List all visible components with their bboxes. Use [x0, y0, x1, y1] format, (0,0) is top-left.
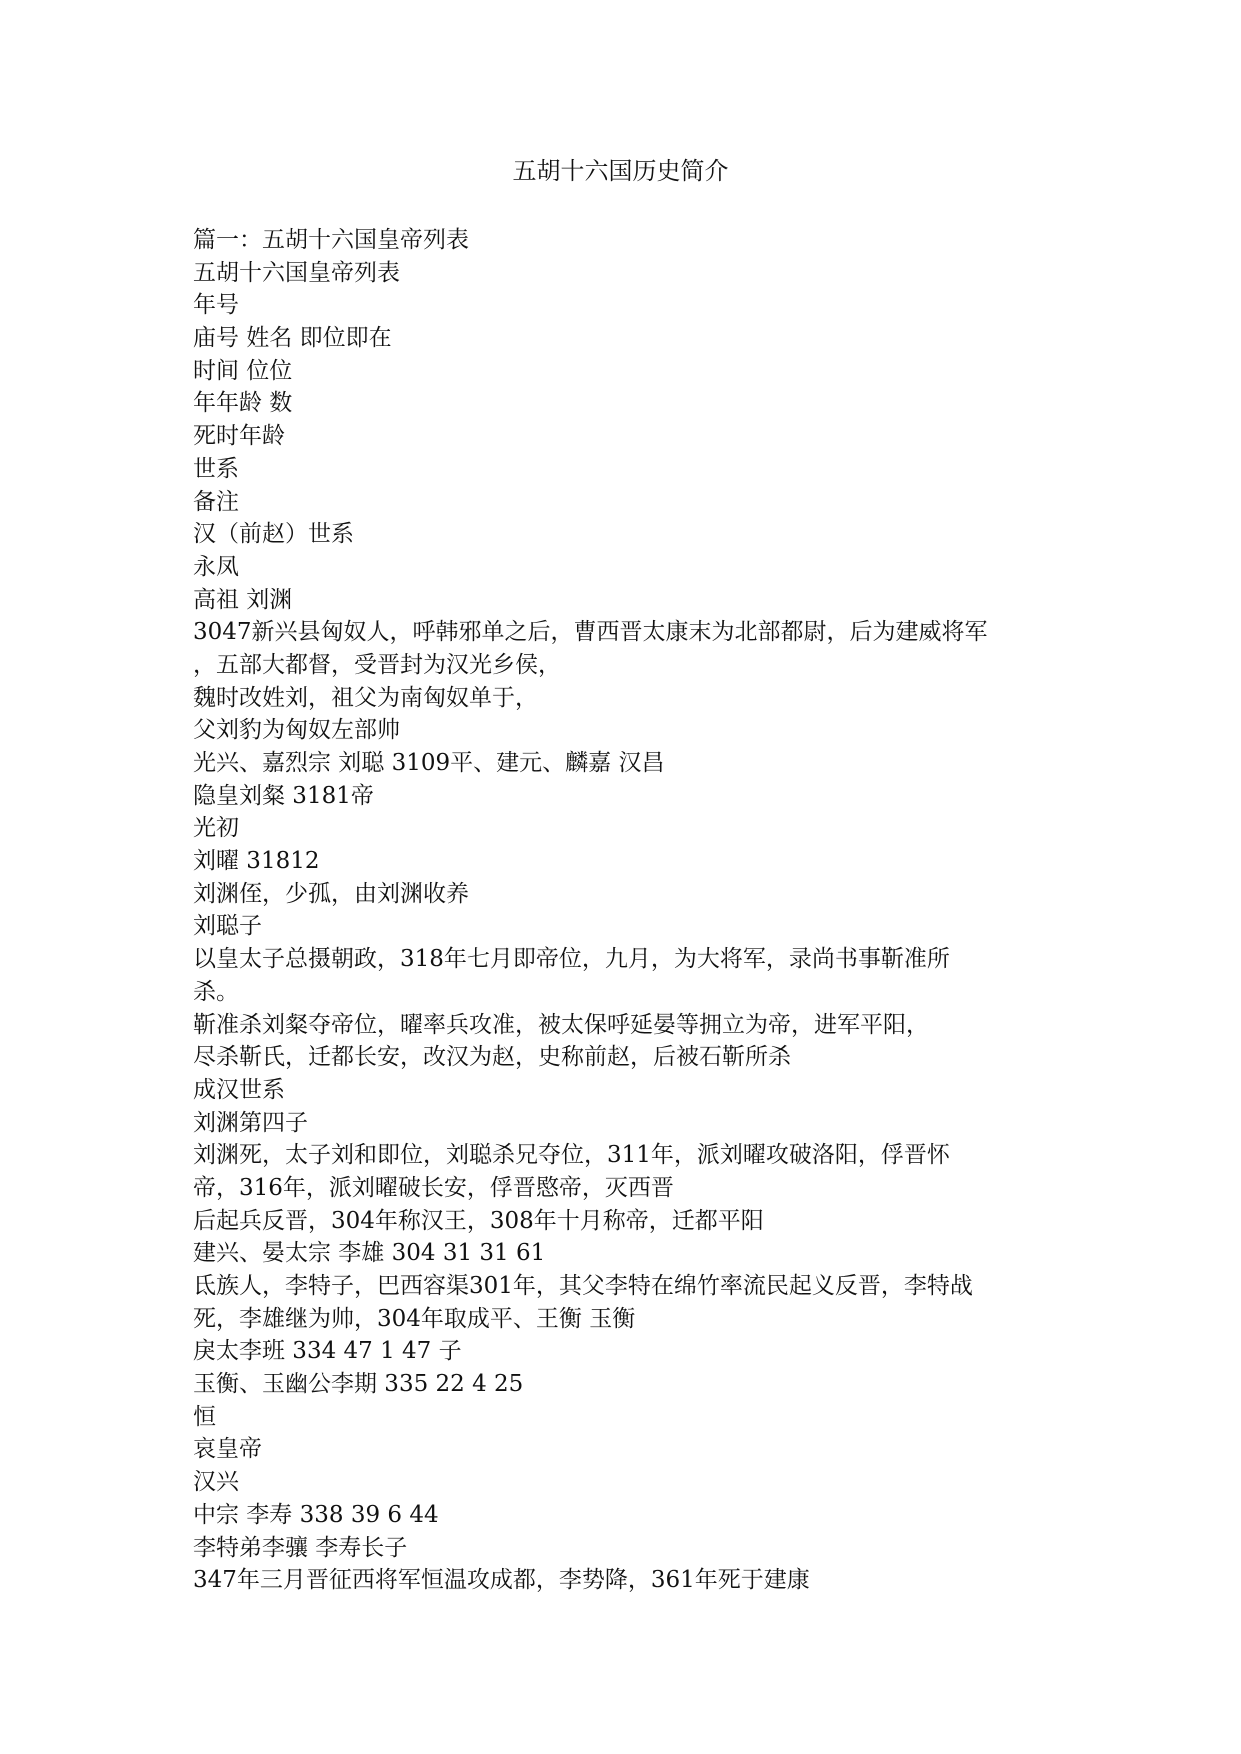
text-line: 刘渊侄，少孤，由刘渊收养	[193, 880, 469, 907]
text-line: 玉衡、玉幽公李期 335 22 4 25	[193, 1371, 524, 1398]
text-line: 光初	[193, 815, 239, 842]
text-line: 戾太李班 334 47 1 47 子	[193, 1338, 462, 1365]
text-line: 347年三月晋征西将军恒温攻成都，李势降，361年死于建康	[193, 1567, 810, 1594]
text-line: 高祖 刘渊	[193, 586, 293, 613]
text-line: 以皇太子总摄朝政，318年七月即帝位，九月，为大将军，录尚书事靳准所	[193, 946, 950, 973]
text-line: 庙号 姓名 即位即在	[193, 325, 392, 352]
text-line: 尽杀靳氏，迁都长安，改汉为赵，史称前赵，后被石靳所杀	[193, 1044, 791, 1071]
text-line: 时间 位位	[193, 357, 293, 384]
text-line: 光兴、嘉烈宗 刘聪 3109平、建元、麟嘉 汉昌	[193, 750, 665, 776]
text-line: 刘渊第四子	[193, 1109, 308, 1136]
text-line: 隐皇刘粲 3181帝	[193, 782, 374, 809]
text-line: 中宗 李寿 338 39 6 44	[193, 1501, 439, 1528]
text-line: 死，李雄继为帅，304年取成平、王衡 玉衡	[193, 1305, 636, 1332]
text-line: 年年龄 数	[193, 390, 293, 417]
text-line: 成汉世系	[193, 1076, 285, 1103]
text-line: 哀皇帝	[193, 1436, 262, 1463]
text-line: 靳准杀刘粲夺帝位，曜率兵攻准，被太保呼延晏等拥立为帝，进军平阳，	[193, 1011, 929, 1038]
text-line: 杀。	[193, 978, 239, 1005]
text-line: 建兴、晏太宗 李雄 304 31 31 61	[193, 1240, 546, 1267]
text-line: 魏时改姓刘，祖父为南匈奴单于，	[193, 684, 538, 711]
text-line: 李特弟李骧 李寿长子	[193, 1534, 408, 1561]
text-line: ，五部大都督，受晋封为汉光乡侯，	[193, 651, 561, 678]
text-line: 篇一：五胡十六国皇帝列表	[193, 227, 469, 253]
text-line: 汉（前赵）世系	[193, 521, 354, 548]
text-line: 帝，316年，派刘曜破长安，俘晋愍帝，灭西晋	[193, 1174, 674, 1201]
text-line: 备注	[193, 488, 239, 515]
text-line: 刘曜 31812	[193, 848, 320, 875]
text-line: 汉兴	[193, 1469, 239, 1496]
text-line: 3047新兴县匈奴人，呼韩邪单之后，曹西晋太康末为北部都尉，后为建威将军	[193, 619, 988, 646]
text-line: 永凤	[193, 553, 239, 580]
text-line: 恒	[193, 1403, 216, 1430]
text-line: 年号	[193, 292, 239, 319]
document-body	[193, 224, 1073, 1597]
text-line: 氐族人，李特子，巴西容渠301年，其父李特在绵竹率流民起义反晋，李特战	[193, 1273, 973, 1299]
text-line: 世系	[193, 455, 239, 482]
text-line: 五胡十六国皇帝列表	[193, 259, 400, 286]
text-line: 父刘豹为匈奴左部帅	[193, 717, 400, 744]
document-title: 五胡十六国历史简介	[512, 157, 729, 185]
text-line: 刘渊死，太子刘和即位，刘聪杀兄夺位，311年，派刘曜攻破洛阳，俘晋怀	[193, 1142, 950, 1169]
text-line: 死时年龄	[193, 423, 285, 450]
text-line: 刘聪子	[193, 913, 262, 940]
text-line: 后起兵反晋，304年称汉王，308年十月称帝，迁都平阳	[193, 1207, 764, 1234]
